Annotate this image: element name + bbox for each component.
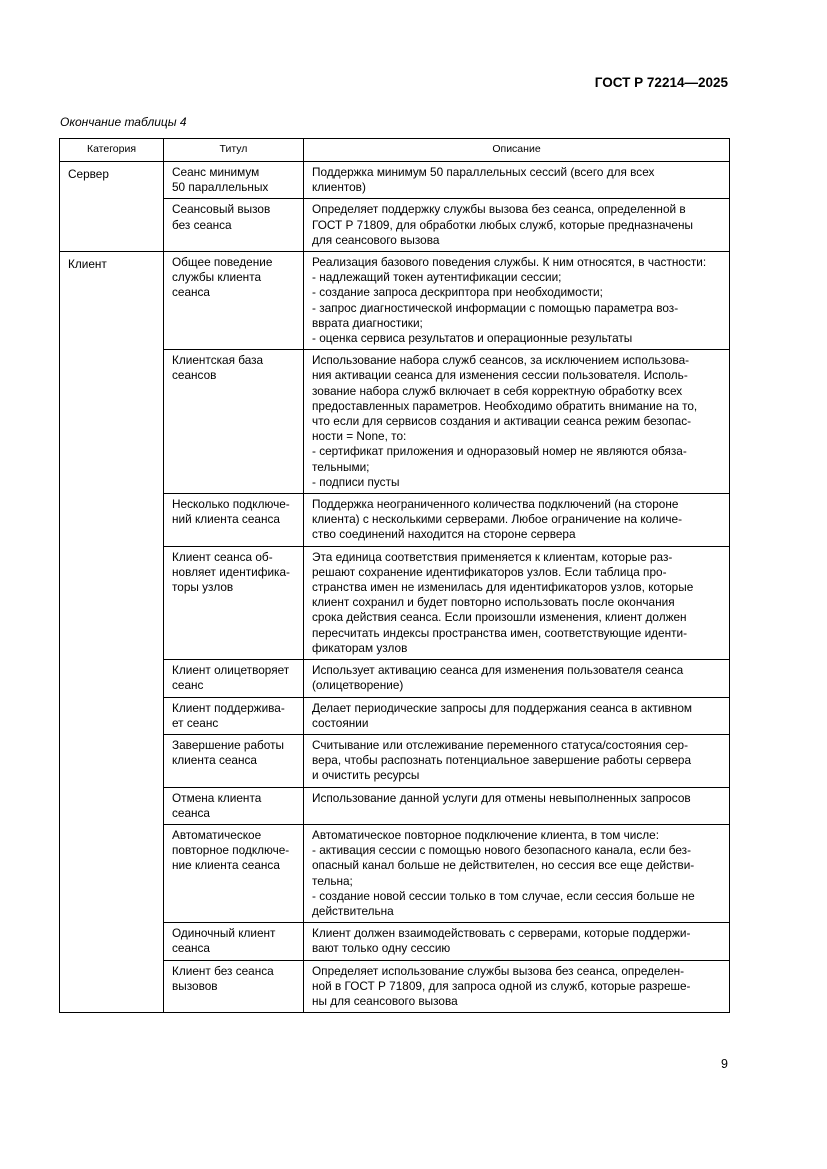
table-row — [60, 162, 730, 199]
title-cell — [164, 923, 304, 960]
table-row — [60, 199, 730, 252]
title-line: новляет идентифика- — [172, 564, 290, 579]
description-line: ния активации сеанса для изменения сессии пользователя. Исполь- — [312, 368, 688, 383]
title-line: Клиент сеанса об- — [172, 549, 273, 564]
table-row — [60, 660, 730, 697]
description-line: клиентов) — [312, 180, 366, 195]
description-line: действительна — [312, 903, 394, 918]
category-cell: Сервер — [60, 162, 164, 199]
description-line: Автоматическое повторное подключение клиента, в том числе: — [312, 827, 660, 842]
description-line: Поддержка минимум 50 параллельных сессий (всего для всех — [312, 165, 655, 179]
title-cell — [164, 199, 304, 252]
category-cell — [60, 923, 164, 960]
description-line: зование набора служб включает в себя корректную обработку всех — [312, 383, 683, 398]
description-line: срока действия сеанса. Если произошли изменения, клиент должен — [312, 610, 687, 625]
description-line: Использование набора служб сеансов, за исключением использова- — [312, 353, 690, 368]
description-line: клиента) с несколькими серверами. Любое ограничение на количе- — [312, 512, 683, 527]
description-line: (олицетворение) — [312, 678, 404, 693]
title-cell — [164, 697, 304, 734]
description-line: тельными; — [312, 459, 370, 474]
description-line: ство соединений находится на стороне сервера — [312, 527, 576, 542]
description-line: - надлежащий токен аутентификации сессии; — [312, 270, 562, 285]
description-cell — [304, 350, 730, 494]
column-header-title: Титул — [164, 139, 304, 162]
title-line: повторное подключе- — [172, 843, 290, 858]
table-body — [60, 162, 730, 1013]
column-header-category: Категория — [60, 139, 164, 162]
column-header-description: Описание — [304, 139, 730, 162]
title-line: 50 параллельных — [172, 180, 269, 195]
description-line: - сертификат приложения и одноразовый номер не являются обяза- — [312, 444, 687, 459]
description-line: ны для сеансового вызова — [312, 993, 458, 1008]
category-cell — [60, 787, 164, 824]
conformance-table — [59, 138, 730, 1013]
description-cell — [304, 923, 730, 960]
page-number: 9 — [721, 1057, 728, 1071]
description-line: Использование данной услуги для отмены невыполненных запросов — [312, 790, 691, 805]
description-line: - активация сессии с помощью нового безопасного канала, если без- — [312, 843, 691, 858]
title-line: ний клиента сеанса — [172, 512, 280, 527]
title-line: клиента сеанса — [172, 753, 257, 768]
title-line: Сеансовый вызов — [172, 202, 271, 217]
description-line: вера, чтобы распознать потенциальное завершение работы сервера — [312, 753, 692, 768]
title-line: Сеанс минимум — [172, 165, 260, 179]
title-line: сеанса — [172, 805, 210, 820]
title-line: сеанса — [172, 285, 210, 300]
category-cell — [60, 734, 164, 787]
table-header-row — [60, 139, 730, 162]
table-row — [60, 734, 730, 787]
title-line: Клиентская база — [172, 353, 264, 368]
description-line: фикаторам узлов — [312, 640, 408, 655]
title-line: торы узлов — [172, 580, 234, 595]
description-line: пересчитать индексы пространства имен, соответствующие иденти- — [312, 625, 688, 640]
category-cell — [60, 960, 164, 1013]
description-cell — [304, 734, 730, 787]
description-line: Считывание или отслеживание переменного статуса/состояния сер- — [312, 737, 689, 752]
description-line: что если для сервисов создания и активации сеанса режим безопас- — [312, 414, 692, 429]
description-line: клиент сохранил и будет повторно использовать после окончания — [312, 595, 675, 610]
title-line: сеанса — [172, 941, 210, 956]
description-line: - оценка сервиса результатов и операционные результаты — [312, 331, 633, 346]
description-cell — [304, 252, 730, 350]
table-row — [60, 494, 730, 547]
description-cell — [304, 546, 730, 659]
description-line: опасный канал больше не действителен, но сессия все еще действи- — [312, 858, 695, 873]
title-line: Автоматическое — [172, 827, 262, 842]
title-cell — [164, 960, 304, 1013]
description-line: вврата диагностики; — [312, 315, 423, 330]
description-cell — [304, 660, 730, 697]
table-row — [60, 960, 730, 1013]
description-line: Использует активацию сеанса для изменения пользователя сеанса — [312, 663, 684, 678]
description-line: - запрос диагностической информации с помощью параметра воз- — [312, 300, 679, 315]
title-cell — [164, 494, 304, 547]
description-line: предоставленных параметров. Необходимо обратить внимание на то, — [312, 398, 698, 413]
title-line: ние клиента сеанса — [172, 858, 280, 873]
title-cell — [164, 787, 304, 824]
category-cell — [60, 350, 164, 494]
title-line: Отмена клиента — [172, 790, 262, 805]
category-cell — [60, 824, 164, 922]
title-line: Несколько подключе- — [172, 497, 290, 512]
description-cell — [304, 162, 730, 199]
title-cell — [164, 350, 304, 494]
description-line: - подписи пусты — [312, 474, 400, 489]
title-line: ет сеанс — [172, 715, 219, 730]
category-cell — [60, 660, 164, 697]
title-line: Клиент без сеанса — [172, 963, 274, 978]
description-line: и очистить ресурсы — [312, 768, 420, 783]
title-cell — [164, 252, 304, 350]
description-line: Поддержка неограниченного количества подключений (на стороне — [312, 497, 679, 512]
title-cell — [164, 546, 304, 659]
table-row — [60, 350, 730, 494]
title-line: Клиент поддержива- — [172, 700, 285, 715]
title-cell — [164, 824, 304, 922]
title-cell — [164, 660, 304, 697]
table-row — [60, 697, 730, 734]
table-caption: Окончание таблицы 4 — [60, 115, 187, 129]
description-line: ной в ГОСТ Р 71809, для запроса одной из служб, которые разреше- — [312, 978, 691, 993]
category-cell — [60, 546, 164, 659]
category-cell — [60, 199, 164, 252]
description-cell — [304, 960, 730, 1013]
description-line: Реализация базового поведения службы. К ним относятся, в частности: — [312, 255, 707, 270]
table-row — [60, 546, 730, 659]
title-line: Завершение работы — [172, 737, 284, 752]
description-cell — [304, 199, 730, 252]
description-line: Делает периодические запросы для поддержания сеанса в активном — [312, 700, 693, 715]
title-line: сеанс — [172, 678, 204, 693]
description-line: вают только одну сессию — [312, 941, 451, 956]
description-line: странства имен не изменилась для идентификаторов узлов, которые — [312, 580, 694, 595]
document-code: ГОСТ Р 72214—2025 — [594, 75, 728, 90]
description-cell — [304, 787, 730, 824]
description-line: состоянии — [312, 715, 369, 730]
description-cell — [304, 494, 730, 547]
table-row — [60, 923, 730, 960]
title-line: Одиночный клиент — [172, 926, 276, 941]
description-line: ГОСТ Р 71809, для обработки любых служб, которые предназначены — [312, 217, 693, 232]
title-line: Общее поведение — [172, 255, 273, 270]
table-row — [60, 787, 730, 824]
description-line: Клиент должен взаимодействовать с серверами, которые поддержи- — [312, 926, 691, 941]
description-cell — [304, 824, 730, 922]
description-line: Определяет поддержку службы вызова без сеанса, определенной в — [312, 202, 686, 217]
table-row — [60, 252, 730, 350]
category-cell: Клиент — [60, 252, 164, 350]
description-line: решают сохранение идентификаторов узлов. Если таблица про- — [312, 564, 667, 579]
description-line: Определяет использование службы вызова без сеанса, определен- — [312, 963, 685, 978]
description-line: для сеансового вызова — [312, 232, 440, 247]
category-cell — [60, 697, 164, 734]
description-line: тельна; — [312, 873, 353, 888]
title-line: службы клиента — [172, 270, 262, 285]
title-cell — [164, 162, 304, 199]
title-cell — [164, 734, 304, 787]
description-line: ности = None, то: — [312, 429, 407, 444]
title-line: Клиент олицетворяет — [172, 663, 290, 678]
title-line: сеансов — [172, 368, 217, 383]
category-cell — [60, 494, 164, 547]
description-line: - создание запроса дескриптора при необходимости; — [312, 285, 603, 300]
title-line: без сеанса — [172, 217, 232, 232]
description-line: - создание новой сессии только в том случае, если сессия больше не — [312, 888, 695, 903]
title-line: вызовов — [172, 978, 218, 993]
description-line: Эта единица соответствия применяется к клиентам, которые раз- — [312, 549, 673, 564]
description-cell — [304, 697, 730, 734]
table-row — [60, 824, 730, 922]
